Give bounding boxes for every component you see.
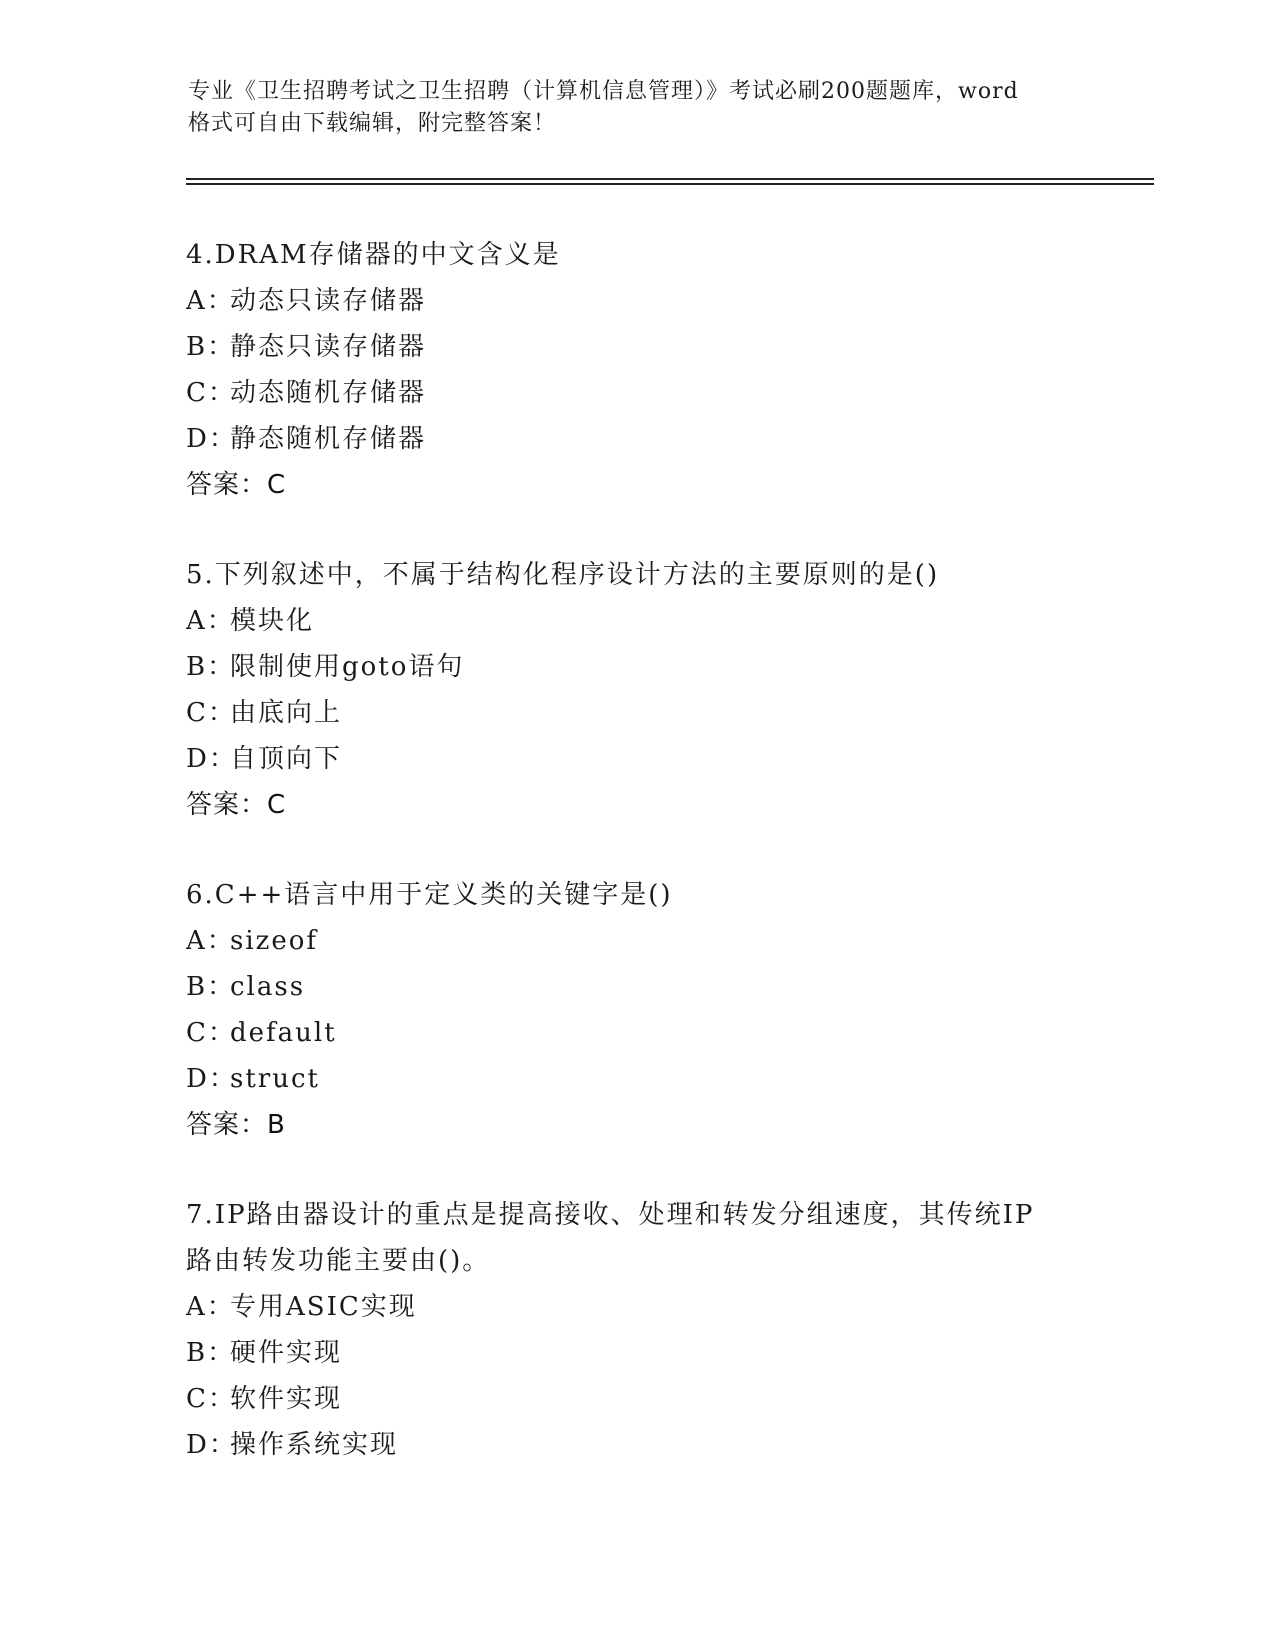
option-letter: C： (186, 378, 236, 408)
option-text: default (230, 1018, 337, 1048)
option-letter: D： (186, 744, 237, 774)
option-letter: B： (186, 332, 236, 362)
option-d (186, 736, 1086, 782)
option-c (186, 1376, 1086, 1422)
header-divider-bottom (186, 183, 1154, 185)
option-letter: C： (186, 698, 236, 728)
question-stem: 4.DRAM存储器的中文含义是 (186, 240, 561, 270)
question-stem: 5.下列叙述中，不属于结构化程序设计方法的主要原则的是() (186, 560, 940, 590)
option-d (186, 1422, 1086, 1468)
option-a (186, 278, 1086, 324)
question-stem-continued: 路由转发功能主要由()。 (186, 1246, 491, 1276)
document-header (188, 76, 1088, 140)
question-stem: 6.C++语言中用于定义类的关键字是() (186, 880, 673, 910)
option-text: 操作系统实现 (230, 1430, 399, 1460)
option-text: sizeof (230, 926, 319, 956)
option-d (186, 1056, 1086, 1102)
option-letter: A： (186, 286, 235, 316)
question-4 (186, 232, 1086, 508)
option-text: 软件实现 (230, 1384, 343, 1414)
option-b (186, 1330, 1086, 1376)
option-d (186, 416, 1086, 462)
option-b (186, 964, 1086, 1010)
option-a (186, 598, 1086, 644)
answer-line: 答案：C (186, 790, 287, 820)
option-text: 动态只读存储器 (230, 286, 427, 316)
option-letter: A： (186, 1292, 235, 1322)
option-text: 由底向上 (230, 698, 343, 728)
option-letter: C： (186, 1018, 236, 1048)
option-a (186, 1284, 1086, 1330)
option-letter: B： (186, 972, 236, 1002)
option-c (186, 1010, 1086, 1056)
option-text: 静态只读存储器 (230, 332, 427, 362)
question-6 (186, 872, 1086, 1148)
option-letter: D： (186, 424, 237, 454)
option-text: 自顶向下 (230, 744, 343, 774)
option-letter: B： (186, 1338, 236, 1368)
question-5 (186, 552, 1086, 828)
option-letter: D： (186, 1430, 237, 1460)
option-letter: A： (186, 606, 235, 636)
question-7 (186, 1192, 1086, 1468)
option-text: 模块化 (230, 606, 315, 636)
option-text: struct (230, 1064, 320, 1094)
header-line-1: 专业《卫生招聘考试之卫生招聘（计算机信息管理）》考试必刷200题题库，word (188, 79, 1019, 104)
option-text: 限制使用goto语句 (230, 652, 465, 682)
option-text: class (230, 972, 306, 1002)
option-c (186, 370, 1086, 416)
option-letter: A： (186, 926, 235, 956)
answer-line: 答案：C (186, 470, 287, 500)
option-letter: C： (186, 1384, 236, 1414)
option-text: 硬件实现 (230, 1338, 343, 1368)
option-c (186, 690, 1086, 736)
option-text: 静态随机存储器 (230, 424, 427, 454)
option-text: 专用ASIC实现 (230, 1292, 417, 1322)
option-b (186, 324, 1086, 370)
question-stem: 7.IP路由器设计的重点是提高接收、处理和转发分组速度，其传统IP (186, 1200, 1035, 1230)
header-line-2: 格式可自由下载编辑，附完整答案！ (188, 111, 557, 136)
header-divider-top (186, 178, 1154, 180)
option-letter: D： (186, 1064, 237, 1094)
option-text: 动态随机存储器 (230, 378, 427, 408)
answer-line: 答案：B (186, 1110, 286, 1140)
option-letter: B： (186, 652, 236, 682)
option-a (186, 918, 1086, 964)
option-b (186, 644, 1086, 690)
